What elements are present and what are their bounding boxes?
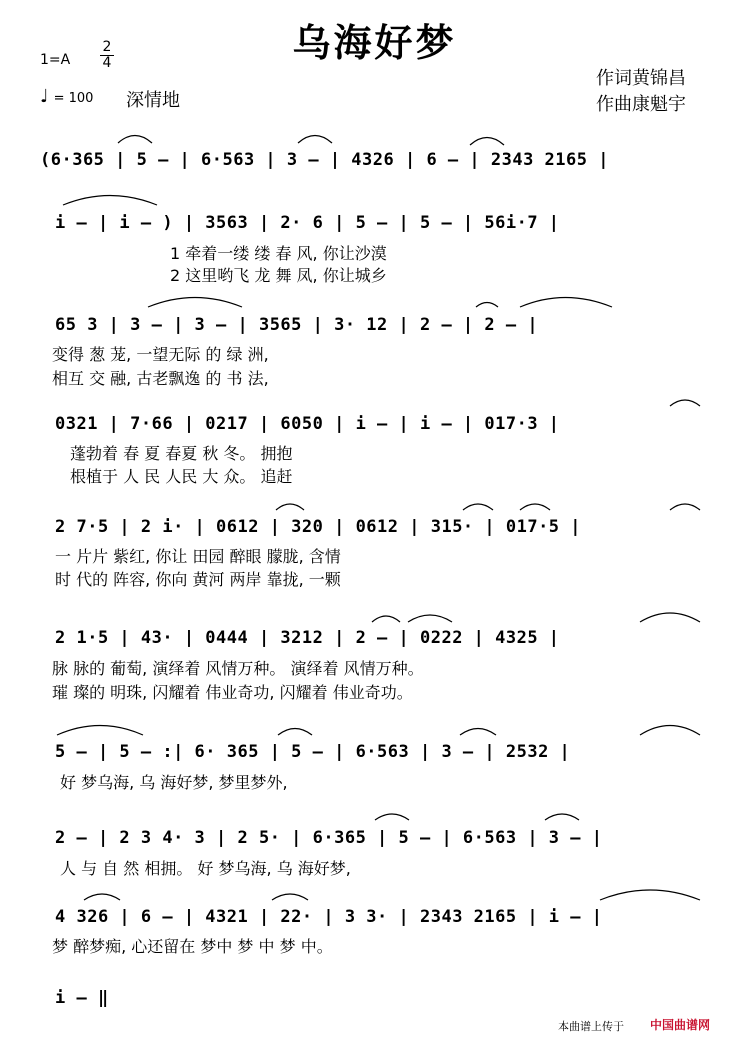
- key-signature: 1=A: [40, 52, 71, 68]
- song-title: 乌海好梦: [292, 21, 457, 65]
- slur-mark: [57, 726, 143, 736]
- lyrics-3-verse-2: 相互 交 融, 古老飘逸 的 书 法,: [52, 369, 269, 388]
- tempo-value: = 100: [53, 91, 94, 106]
- slur-mark: [470, 138, 504, 146]
- slur-mark: [375, 814, 409, 820]
- composer-credit: 作曲康魁宇: [596, 94, 686, 115]
- slur-mark: [272, 894, 308, 900]
- slur-mark: [118, 136, 152, 144]
- lyrics-6-verse-1: 脉 脉的 葡萄, 演绎着 风情万种。 演绎着 风情万种。: [52, 659, 424, 678]
- lyrics-9: 梦 醉梦痴, 心还留在 梦中 梦 中 梦 中。: [52, 937, 333, 956]
- slur-mark: [545, 814, 579, 820]
- expression-mark: 深情地: [126, 90, 180, 111]
- lyrics-5-verse-1: 一 片片 紫红, 你让 田园 醉眼 朦胧, 含情: [55, 547, 341, 566]
- slur-mark: [600, 890, 700, 900]
- slur-mark: [63, 196, 157, 206]
- score-system-5: 2 7·5 | 2 i· | 0612 | 320 | 0612 | 315· | 017·5 |: [55, 517, 582, 537]
- slur-mark: [640, 726, 700, 736]
- score-system-3: 65 3 | 3 – | 3 – | 3565 | 3· 12 | 2 – | 2 – |: [55, 315, 539, 335]
- upload-note: 本曲谱上传于: [558, 1020, 624, 1033]
- score-system-9: 4 326 | 6 – | 4321 | 22· | 3 3· | 2343 2165 | i – |: [55, 907, 603, 927]
- score-system-6: 2 1·5 | 43· | 0444 | 3212 | 2 – | 0222 | 4325 |: [55, 628, 560, 648]
- slur-mark: [408, 615, 452, 622]
- score-system-2: i – | i – ) | 3563 | 2· 6 | 5 – | 5 – | 56i·7 |: [55, 213, 560, 233]
- slur-mark: [670, 400, 700, 406]
- score-system-4: 0321 | 7·66 | 0217 | 6050 | i – | i – | 017·3 |: [55, 414, 560, 434]
- lyrics-3-verse-1: 变得 葱 茏, 一望无际 的 绿 洲,: [52, 345, 269, 364]
- slur-mark: [278, 729, 312, 736]
- lyrics-5-verse-2: 时 代的 阵容, 你向 黄河 两岸 靠拢, 一颗: [55, 570, 341, 589]
- score-system-8: 2 – | 2 3 4· 3 | 2 5· | 6·365 | 5 – | 6·563 | 3 – |: [55, 828, 603, 848]
- slur-mark: [640, 613, 700, 622]
- lyrics-4-verse-1: 蓬勃着 春 夏 春夏 秋 冬。 拥抱: [70, 444, 293, 463]
- lyricist-credit: 作词黄锦昌: [596, 68, 686, 89]
- slur-mark: [148, 298, 242, 308]
- slur-mark: [520, 298, 612, 308]
- time-numerator: 2: [102, 39, 112, 55]
- score-system-7: 5 – | 5 – :| 6· 365 | 5 – | 6·563 | 3 – | 2532 |: [55, 742, 571, 762]
- slur-mark: [670, 504, 700, 510]
- slur-mark: [298, 136, 332, 144]
- slur-mark: [476, 303, 498, 308]
- slur-mark: [460, 729, 496, 736]
- lyrics-8: 人 与 自 然 相拥。 好 梦乌海, 乌 海好梦,: [60, 859, 351, 878]
- lyrics-7: 好 梦乌海, 乌 海好梦, 梦里梦外,: [60, 773, 288, 792]
- lyrics-4-verse-2: 根植于 人 民 人民 大 众。 追赶: [70, 467, 293, 486]
- slur-mark: [372, 616, 400, 622]
- lyrics-2-verse-1: 1 牵着一缕 缕 春 风, 你让沙漠: [170, 244, 387, 263]
- slur-mark: [463, 504, 493, 510]
- score-system-10: i – ‖: [55, 988, 109, 1008]
- quarter-note-icon: ♩: [40, 86, 49, 107]
- lyrics-6-verse-2: 璀 璨的 明珠, 闪耀着 伟业奇功, 闪耀着 伟业奇功。: [52, 683, 413, 702]
- lyrics-2-verse-2: 2 这里哟飞 龙 舞 凤, 你让城乡: [170, 266, 387, 285]
- slur-mark: [84, 894, 120, 900]
- site-logo: 中国曲谱网: [650, 1018, 711, 1032]
- time-denominator: 4: [100, 55, 114, 71]
- slur-mark: [276, 504, 304, 510]
- score-system-1: (6·365 | 5 – | 6·563 | 3 – | 4326 | 6 – | 2343 2165 |: [40, 150, 609, 170]
- slur-mark: [520, 504, 550, 510]
